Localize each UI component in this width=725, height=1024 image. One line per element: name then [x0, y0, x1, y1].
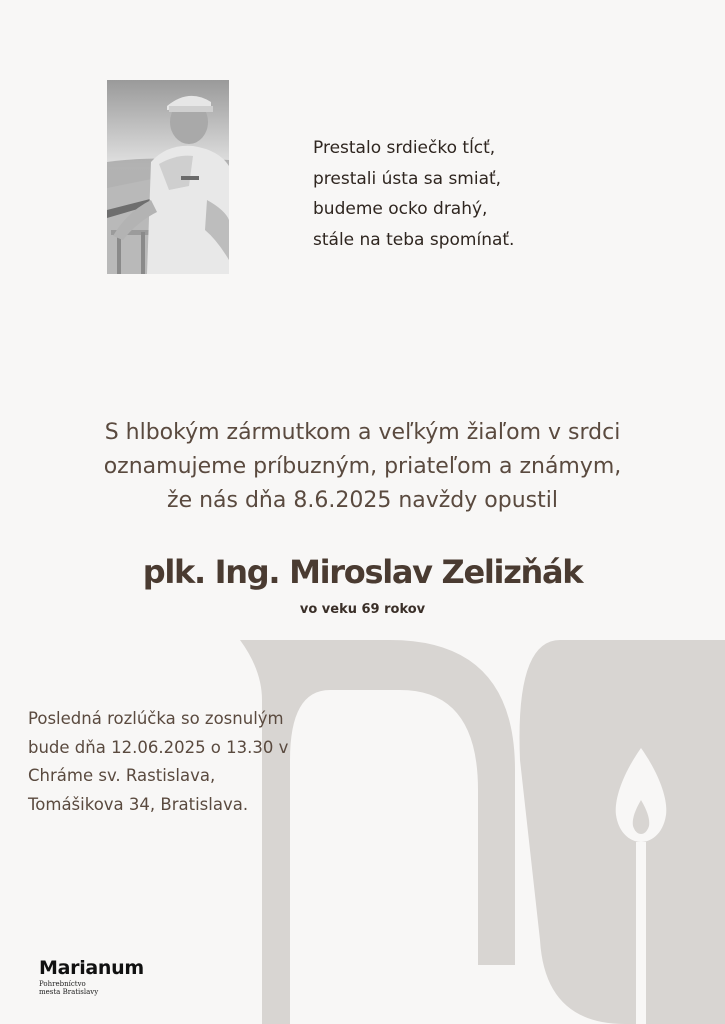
emblem-left-arch — [240, 640, 515, 1024]
funeral-line: Posledná rozlúčka so zosnulým — [28, 709, 284, 728]
poem-line: stále na teba spomínať. — [313, 229, 515, 250]
announcement-line: S hlbokým zármutkom a veľkým žiaľom v srdci — [104, 420, 621, 445]
poem-line: prestali ústa sa smiať, — [313, 168, 502, 189]
announcement-line: oznamujeme príbuzným, priateľom a známym, — [103, 454, 622, 479]
announcement — [0, 416, 725, 518]
deceased-name: plk. Ing. Miroslav Zelizňák — [142, 553, 583, 591]
deceased-age: vo veku 69 rokov — [299, 602, 426, 617]
funeral-line: bude dňa 12.06.2025 o 13.30 v — [28, 737, 289, 757]
logo-name: Marianum — [39, 957, 144, 979]
funeral-line: Chráme sv. Rastislava, — [28, 766, 216, 785]
announcement-line: že nás dňa 8.6.2025 navždy opustil — [167, 488, 558, 513]
poem — [313, 133, 573, 255]
marianum-logo — [39, 956, 144, 996]
lily-stem — [378, 790, 387, 1024]
funeral-line: Tomášikova 34, Bratislava. — [28, 794, 249, 814]
funeral-info — [28, 705, 328, 819]
logo-subtitle-line: mesta Bratislavy — [39, 988, 99, 996]
portrait-photo — [107, 80, 229, 274]
candle-stick — [636, 842, 646, 1024]
poem-line: Prestalo srdiečko tĺcť, — [313, 138, 496, 158]
emblem-right-arch — [520, 640, 725, 1024]
logo-subtitle-line: Pohrebníctvo — [39, 980, 86, 988]
poem-line: budeme ocko drahý, — [313, 199, 488, 219]
